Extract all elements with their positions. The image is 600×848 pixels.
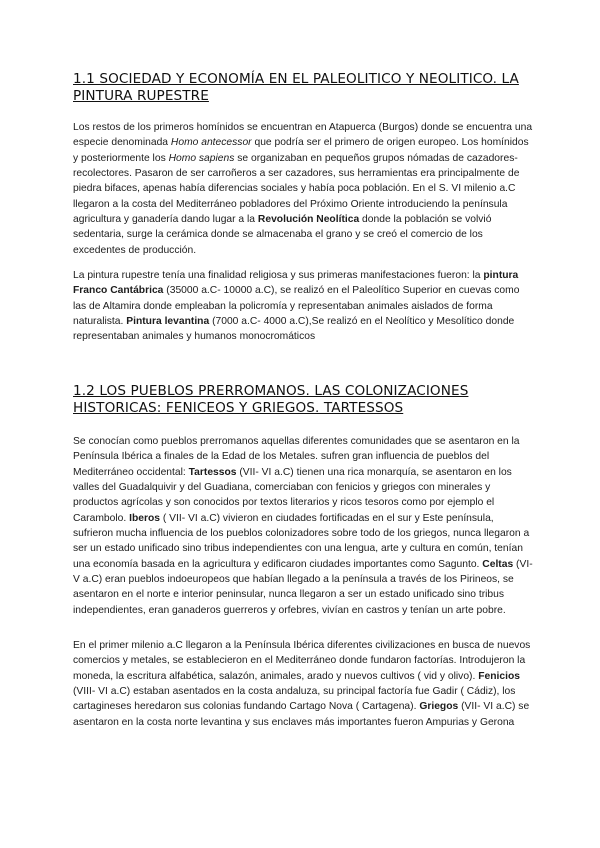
italic-term: Homo antecessor: [170, 137, 252, 149]
bold-term: Tartessos: [188, 466, 237, 478]
text-run: (7000 a.C- 4000 a.C),Se realizó en el Neolítico y Mesolítico donde representaban animales y humanos monocromáticos: [73, 316, 515, 343]
bold-term: Pintura levantina: [126, 316, 210, 328]
text-run: Los restos de los primeros homínidos se encuentran en Atapuerca (Burgos) donde se encuentra una especie denominada: [73, 122, 533, 149]
text-run: (VIII- VI a.C) estaban asentados en la costa andaluza, su principal factoría fue Gadir ( Cádiz), los cartagineses heredaron sus colonias fundando Cartago Nova ( Cartagena).: [73, 686, 516, 713]
text-run: que podría ser el primero de origen europeo. Los homínidos y posteriormente los: [73, 137, 529, 164]
text-run: Se conocían como pueblos prerromanos aquellas diferentes comunidades que se asentaron en la Península Ibérica a finales de la Edad de los Metales. sufren gran influencia de pueblos del Mediterráneo occidental:: [73, 436, 520, 478]
text-run: (VI- V a.C) eran pueblos indoeuropeos que habían llegado a la península a través de los Pirineos, se asentaron en el norte e interior peninsular, nunca llegaron a ser un estado unificado sino tribus independientes, eran ganaderos guerreros y orfebres, vivían en castros y tenían un arte pobre.: [73, 558, 533, 616]
section-1-paragraph-2: [73, 268, 533, 345]
italic-term: Homo sapiens: [168, 152, 235, 164]
bold-term: Fenicios: [478, 670, 520, 682]
bold-term: Revolución Neolítica: [257, 214, 360, 226]
bold-term: pintura Franco Cantábrica: [73, 270, 519, 297]
text-run: (VII- VI a.C) tienen una rica monarquía, se asentaron en los valles del Guadalquivir y del Guadiana, comerciaban con fenicios y griegos con minerales y productos agrícolas y son conocidos por textos literarios y ricos tesoros como por ejemplo el Carambolo.: [73, 466, 512, 524]
section-1-heading: 1.1 SOCIEDAD Y ECONOMÍA EN EL PALEOLITICO Y NEOLITICO. LA PINTURA RUPESTRE: [73, 71, 519, 104]
section-2-paragraph-2: [73, 638, 533, 730]
text-run: En el primer milenio a.C llegaron a la Península Ibérica diferentes civilizaciones en busca de nuevos comercios y metales, se establecieron en el Mediterráneo donde fundaron factorías. Introdujeron la moneda, la escritura alfabética, salazón, animales, arado y nuevos cultivos ( vid y olivo).: [73, 640, 531, 682]
text-run: se organizaban en pequeños grupos nómadas de cazadores- recolectores. Pasaron de ser carroñeros a ser cazadores, sus herramientas era principalmente de piedra bifaces, apenas había diferencias sociales y había poca población. En el S. VI milenio a.C llegaron a la costa del Mediterráneo pobladores del Próximo Oriente introduciendo la península agricultura y ganadería dando lugar a la: [73, 152, 520, 226]
section-1-paragraph-1: [73, 120, 533, 258]
text-run: La pintura rupestre tenía una finalidad religiosa y sus primeras manifestaciones fueron: la: [73, 270, 484, 281]
text-run: donde la población se volvió sedentaria, surge la cerámica donde se almacenaba el grano y se creó el comercio de los excedentes de producción.: [73, 214, 492, 256]
text-run: (35000 a.C- 10000 a.C), se realizó en el Paleolítico Superior en cuevas como las de Altamira donde empleaban la policromía y representaban animales aislados de forma naturalista.: [73, 285, 520, 328]
text-run: (VII- VI a.C) se asentaron en la costa norte levantina y sus enclaves más importantes fueron Ampurias y Gerona: [73, 701, 530, 728]
bold-term: Griegos: [419, 701, 459, 713]
text-run: ( VII- VI a.C) vivieron en ciudades fortificadas en el sur y Este península, sufrieron mucha influencia de los pueblos colonizadores sobre todo de los griegos, nunca llegaron a ser un estado unificado sino tribus independientes con una lengua, arte y cultura en común, tenían una economía basada en la agricultura y edificaron ciudades importantes como Sagunto.: [73, 512, 530, 570]
section-2-paragraph-1: [73, 434, 533, 618]
bold-term: Iberos: [129, 512, 160, 524]
bold-term: Celtas: [482, 558, 514, 570]
section-2-heading: 1.2 LOS PUEBLOS PRERROMANOS. LAS COLONIZACIONES HISTORICAS: FENICEOS Y GRIEGOS. TARTESSOS: [73, 383, 469, 416]
